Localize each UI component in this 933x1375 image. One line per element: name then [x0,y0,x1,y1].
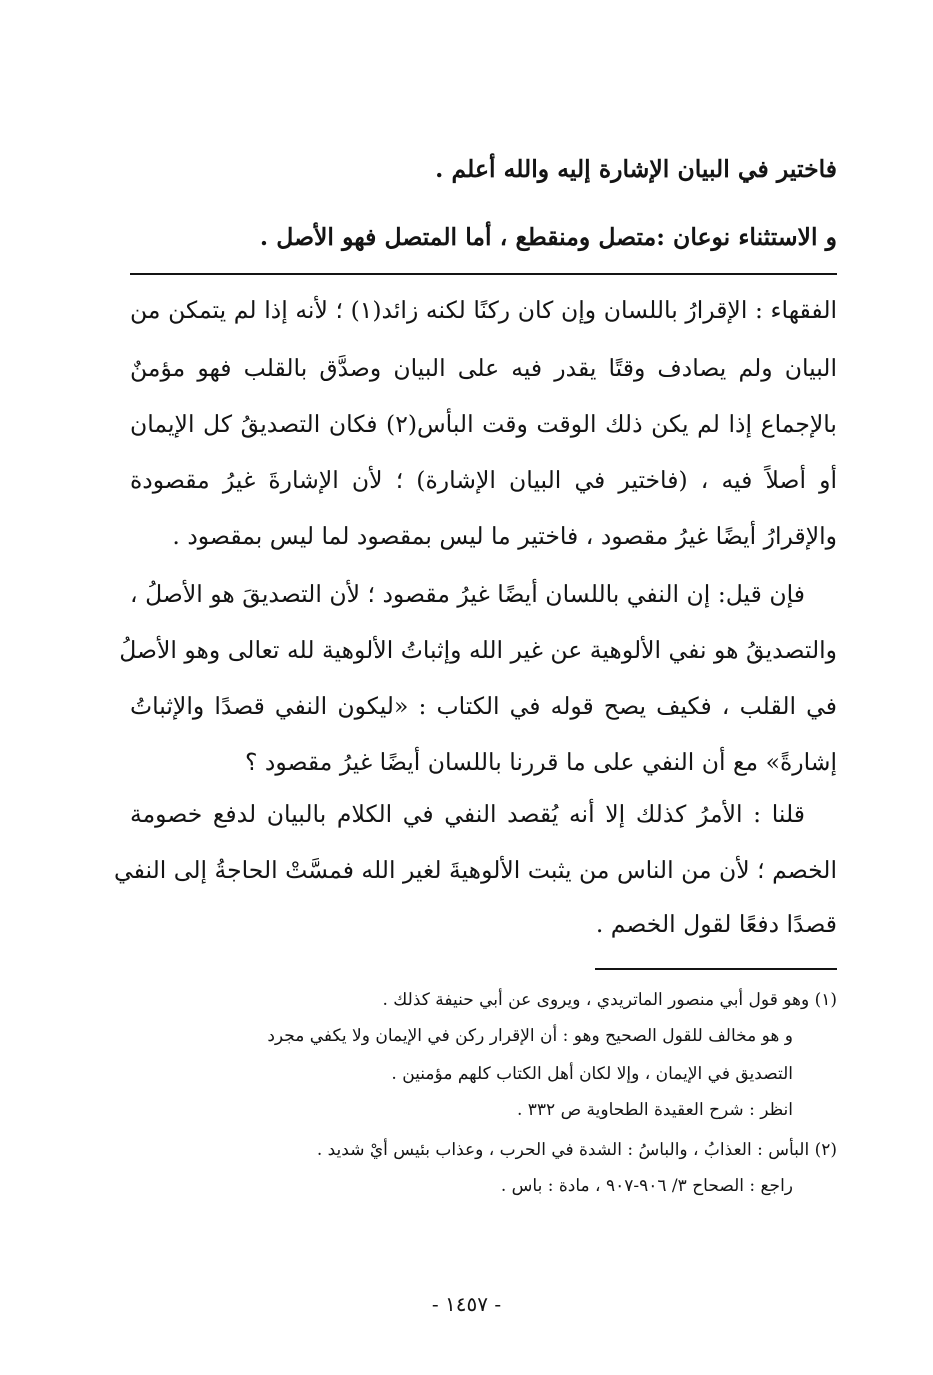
body-line: إشارةً» مع أن النفي على ما قررنا باللسان أيضًا غيرُ مقصود ؟ [244,748,837,776]
body-line: أو أصلاً فيه ، (فاختير في البيان الإشارة) ؛ لأن الإشارةَ غيرُ مقصودة [130,466,837,494]
footnote-divider [595,968,837,970]
body-line: بالإجماع إذا لم يكن ذلك الوقت وقت البأس(٢) فكان التصديقُ كل الإيمان [130,410,837,438]
body-line: قلنا : الأمرُ كذلك إلا أنه يُقصد النفي في الكلام بالبيان لدفع خصومة [130,800,805,828]
body-line: والإقرارُ أيضًا غيرُ مقصود ، فاختير ما ليس بمقصود لما ليس بمقصود . [172,522,837,550]
header-line-2: و الاستثناء نوعان :متصل ومنقطع ، أما المتصل فهو الأصل . [259,223,837,251]
body-line: الفقهاء : الإقرارُ باللسان وإن كان ركنًا لكنه زائد(١) ؛ لأنه إذا لم يتمكن من [130,296,838,324]
footnote-line: راجع : الصحاح ٣/ ٩٠٦-٩٠٧ ، مادة : باس . [500,1176,793,1196]
footnote-line: التصديق في الإيمان ، وإلا لكان أهل الكتاب كلهم مؤمنين . [391,1064,793,1084]
footnote-1: (١) وهو قول أبي منصور الماتريدي ، ويروى عن أبي حنيفة كذلك . [382,990,837,1010]
body-line: في القلب ، فكيف يصح قوله في الكتاب : «ليكون النفي قصدًا والإثباتُ [130,692,837,720]
body-line: قصدًا دفعًا لقول الخصم . [595,910,837,938]
page-number: - ١٤٥٧ - [431,1292,502,1316]
footnote-line: انظر : شرح العقيدة الطحاوية ص ٣٣٢ . [516,1100,793,1120]
header-line-1: فاختير في البيان الإشارة إليه والله أعلم . [435,155,837,183]
footnote-2: (٢) البأس : العذابُ ، والباسُ : الشدة في الحرب ، وعذاب بئيس أيْ شديد . [316,1140,837,1160]
body-line: الخصم ؛ لأن من الناس من يثبت الألوهيةَ لغير الله فمسَّتْ الحاجةُ إلى النفي [114,856,837,884]
footnote-line: و هو مخالف للقول الصحيح وهو : أن الإقرار ركن في الإيمان ولا يكفي مجرد [267,1026,793,1046]
body-line: والتصديقُ هو نفي الألوهية عن غير الله وإثباتُ الألوهية لله تعالى وهو الأصلُ [119,636,837,664]
body-line: فإن قيل: إن النفي باللسان أيضًا غيرُ مقصود ؛ لأن التصديقَ هو الأصلُ ، [130,580,805,608]
body-line: البيان ولم يصادف وقتًا يقدر فيه على البيان وصدَّق بالقلب فهو مؤمنٌ [130,354,837,382]
section-divider [130,273,837,275]
